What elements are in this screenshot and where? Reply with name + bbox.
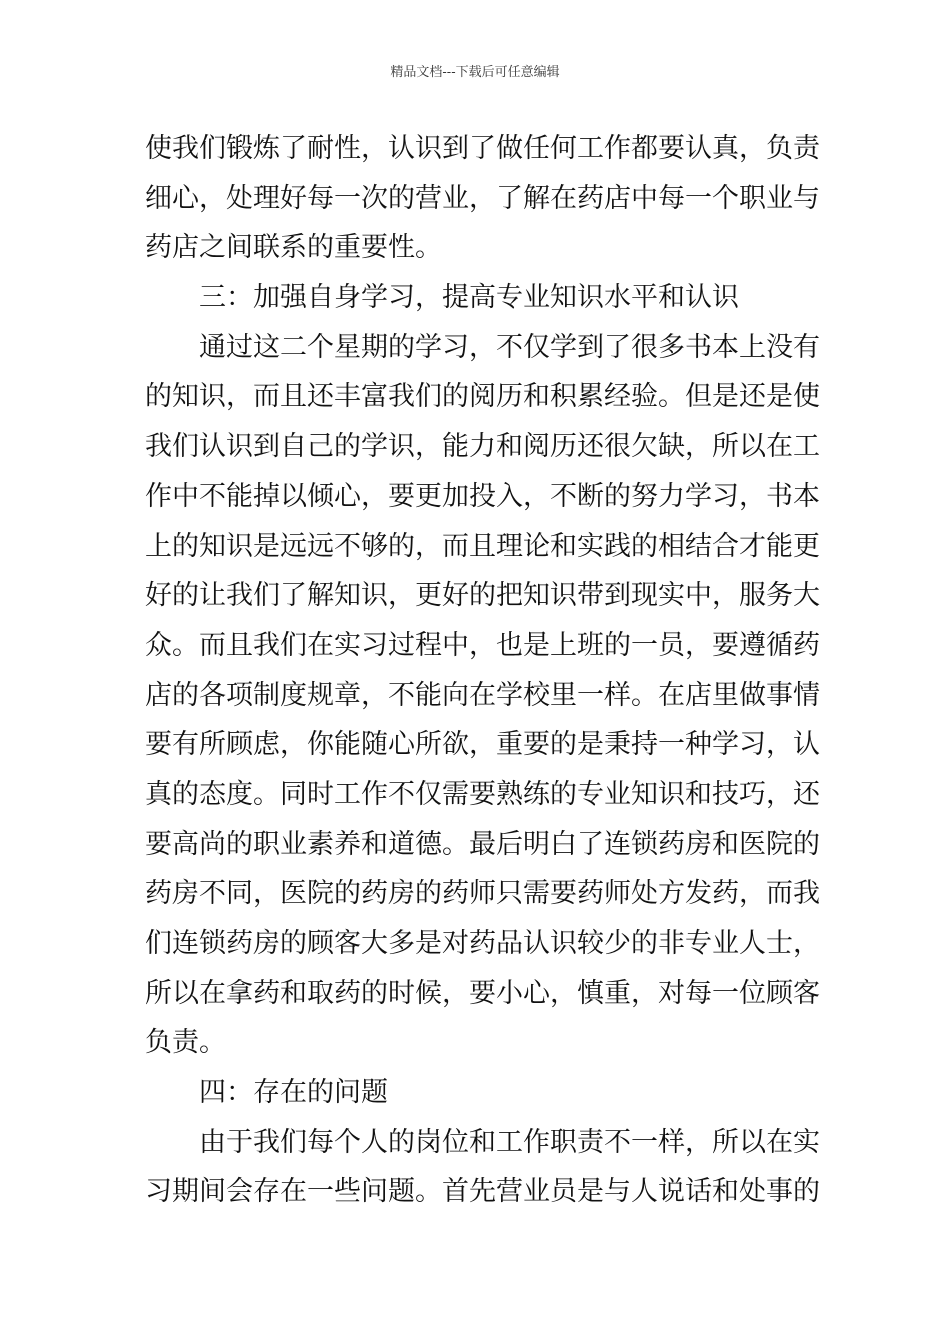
- text-line: 我们认识到自己的学识，能力和阅历还很欠缺，所以在工: [145, 431, 820, 463]
- text-line: 使我们锻炼了耐性，认识到了做任何工作都要认真，负责: [145, 133, 820, 164]
- text-line: 的知识，而且还丰富我们的阅历和积累经验。但是还是使: [145, 381, 820, 413]
- text-line: 要有所顾虑，你能随心所欲，重要的是秉持一种学习，认: [145, 729, 820, 761]
- text-line: 真的态度。同时工作不仅需要熟练的专业知识和技巧，还: [145, 778, 820, 810]
- text-line: 作中不能掉以倾心，要更加投入，不断的努力学习，书本: [145, 480, 820, 512]
- text-line: 好的让我们了解知识，更好的把知识带到现实中，服务大: [145, 580, 820, 612]
- text-line: 药店之间联系的重要性。: [145, 232, 442, 264]
- text-line: 众。而且我们在实习过程中，也是上班的一员，要遵循药: [145, 629, 820, 661]
- text-line: 店的各项制度规章，不能向在学校里一样。在店里做事情: [145, 679, 820, 711]
- text-line: 负责。: [145, 1027, 226, 1059]
- section-heading: 四：存在的问题: [145, 1077, 388, 1109]
- text-line: 细心，处理好每一次的营业，了解在药店中每一个职业与: [145, 182, 820, 214]
- text-line: 药房不同，医院的药房的药师只需要药师处方发药，而我: [145, 878, 820, 910]
- text-line: 由于我们每个人的岗位和工作职责不一样，所以在实: [145, 1126, 820, 1158]
- text-line: 习期间会存在一些问题。首先营业员是与人说话和处事的: [145, 1176, 820, 1208]
- text-line: 要高尚的职业素养和道德。最后明白了连锁药房和医院的: [145, 828, 820, 860]
- page-header: 精品文档---下载后可任意编辑: [390, 65, 560, 80]
- document-body: [145, 124, 820, 1217]
- text-line: 们连锁药房的顾客大多是对药品认识较少的非专业人士，: [145, 928, 820, 959]
- text-line: 通过这二个星期的学习，不仅学到了很多书本上没有: [145, 331, 820, 363]
- section-heading: 三：加强自身学习，提高专业知识水平和认识: [145, 282, 739, 314]
- text-line: 上的知识是远远不够的，而且理论和实践的相结合才能更: [145, 530, 820, 562]
- text-line: 所以在拿药和取药的时候，要小心，慎重，对每一位顾客: [145, 977, 820, 1009]
